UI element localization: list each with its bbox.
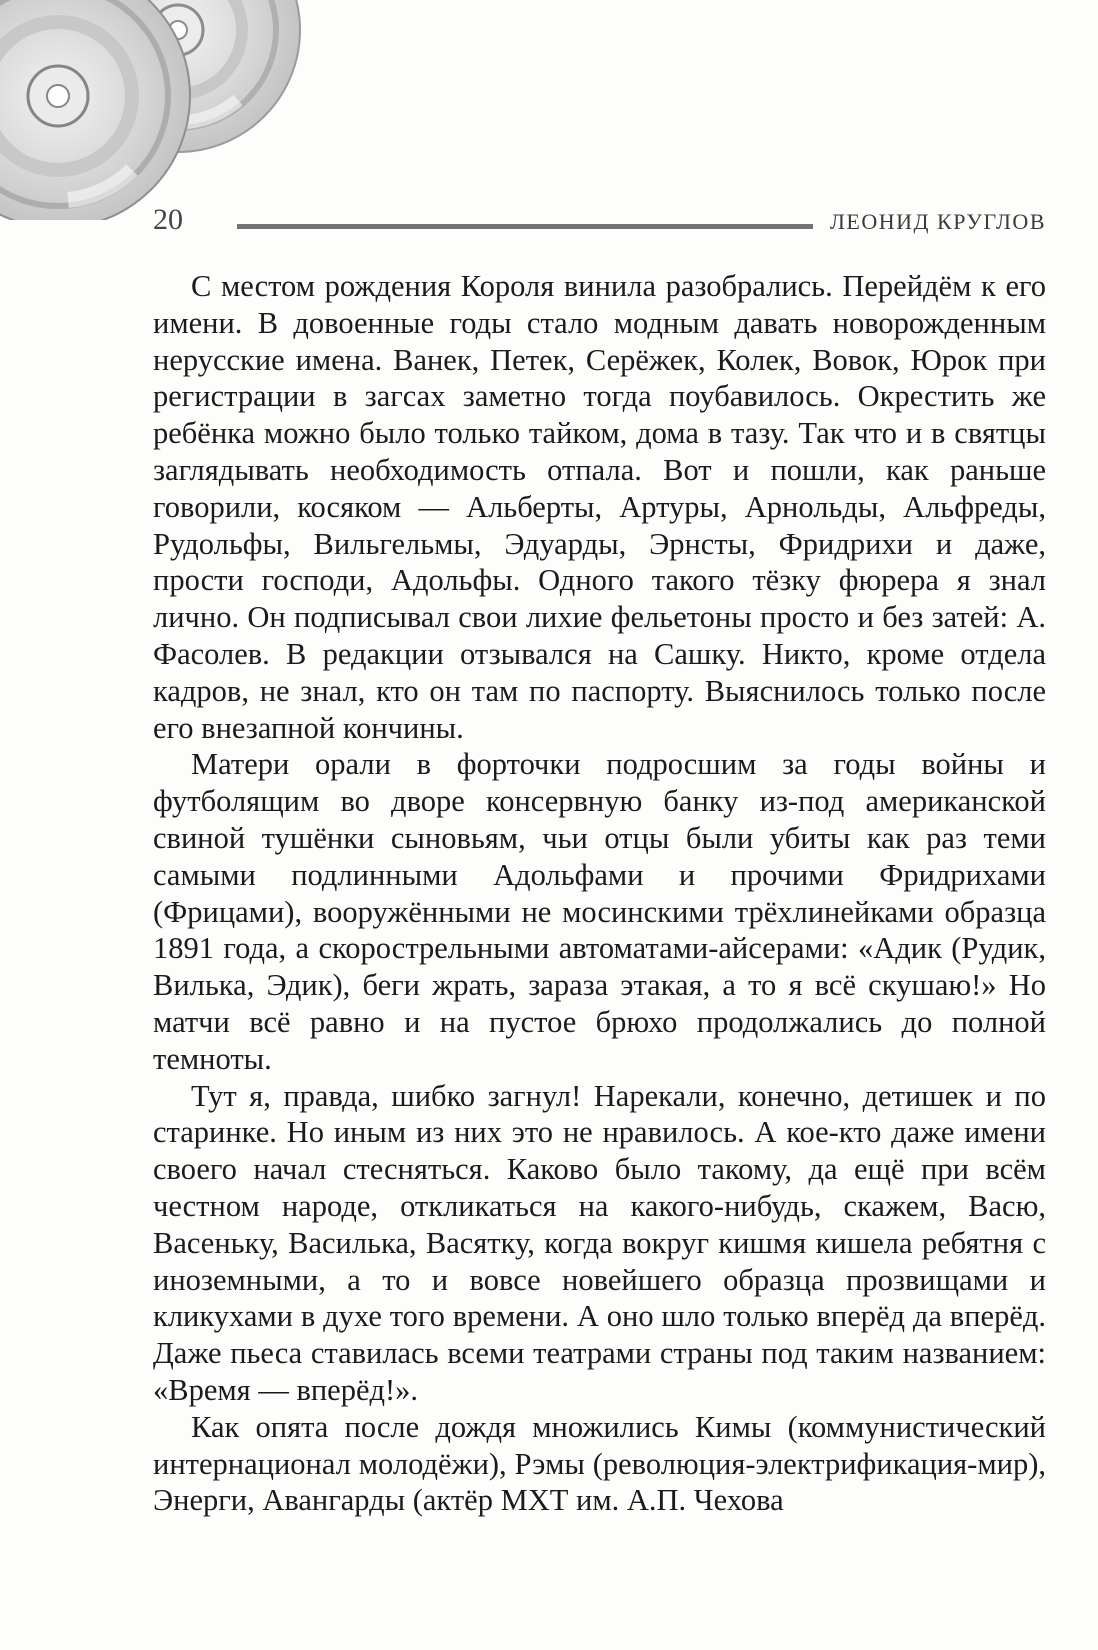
running-header: [153, 198, 1046, 246]
page-number: 20: [153, 203, 183, 236]
paragraph-2: Матери орали в форточки подросшим за годы войны и футболящим во дворе консервную банку из-под американской свиной тушёнки сыновьям, чьи отцы были убиты как раз теми самыми подлинными Адольфами и прочими Фридрихами (Фрицами), вооружёнными не мосинскими трёхлинейками образца 1891 года, а скорострельными автоматами-айсерами: «Адик (Рудик, Вилька, Эдик), беги жрать, зараза этакая, а то я всё скушаю!» Но матчи всё равно и на пустое брюхо продолжались до полной темноты.: [153, 747, 1046, 1076]
paragraph-4: Как опята после дождя множились Кимы (коммунистический интернационал молодёжи), Рэмы (революция-электрификация-мир), Энерги, Авангарды (актёр МХТ им. А.П. Чехова: [153, 1409, 1046, 1518]
running-head-author: ЛЕОНИД КРУГЛОВ: [829, 209, 1046, 234]
paragraph-1: С местом рождения Короля винила разобрались. Перейдём к его имени. В довоенные годы стало модным давать новорожденным нерусские имена. Ванек, Петек, Серёжек, Колек, Вовок, Юрок при регистрации в загсах заметно тогда поубавилось. Окрестить же ребёнка можно было только тайком, дома в тазу. Так что и в святцы заглядывать необходимость отпала. Вот и пошли, как раньше говорили, косяком — Альберты, Артуры, Арнольды, Альфреды, Рудольфы, Вильгельмы, Эдуарды, Эрнсты, Фридрихи и даже, прости господи, Адольфы. Одного такого тёзку фюрера я знал лично. Он подписывал свои лихие фельетоны просто и без затей: А. Фасолев. В редакции отзывался на Сашку. Никто, кроме отдела кадров, не знал, кто он там по паспорту. Выяснилось только после его внезапной кончины.: [153, 269, 1046, 745]
header-rule: [237, 224, 813, 229]
paragraph-3: Тут я, правда, шибко загнул! Нарекали, конечно, детишек и по старинке. Но иным из них это не нравилось. А кое-кто даже имени своего начал стесняться. Каково было такому, да ещё при всём честном народе, откликаться на какого-нибудь, скажем, Васю, Васеньку, Василька, Васятку, когда вокруг кишмя кишела ребятня с иноземными, а то и вовсе новейшего образца прозвищами и кликухами в духе того времени. А оно шло только вперёд да вперёд. Даже пьеса ставилась всеми театрами страны под таким названием: «Время — вперёд!».: [153, 1078, 1046, 1407]
compact-discs-icon: [0, 0, 360, 220]
body-text: [153, 268, 1046, 1519]
